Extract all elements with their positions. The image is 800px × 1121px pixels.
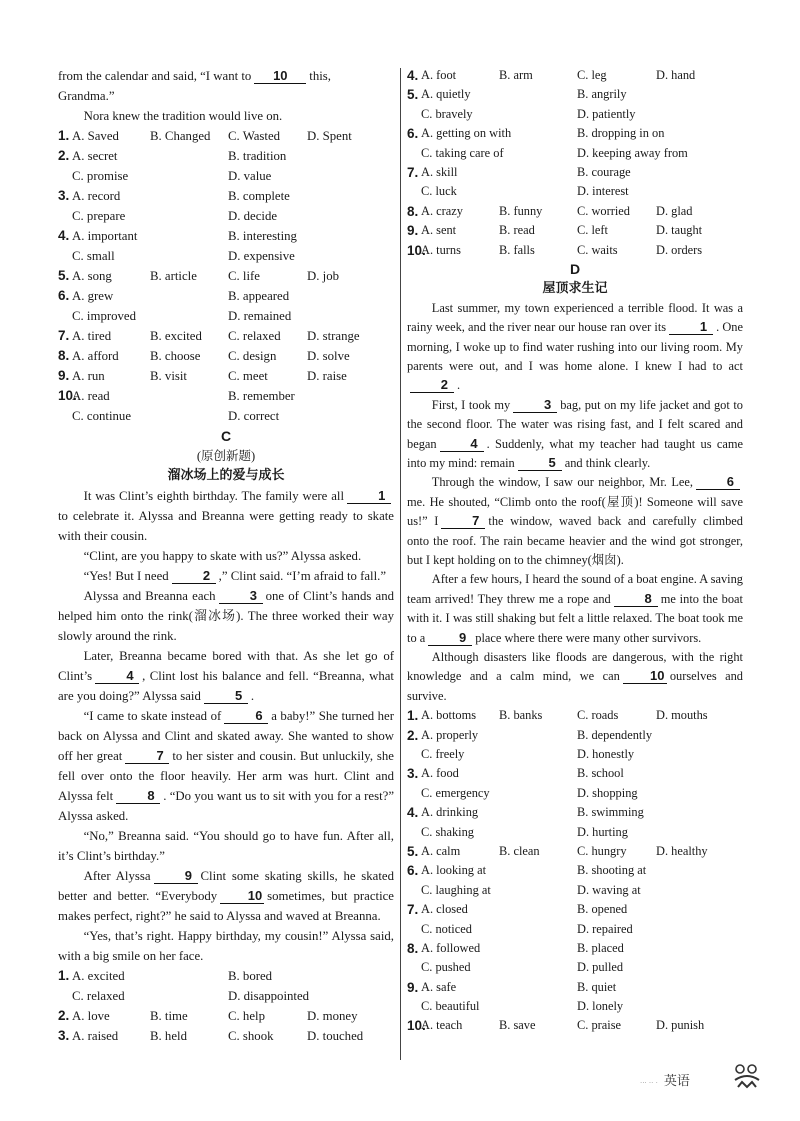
option-c[interactable]: C. pushed xyxy=(421,960,471,975)
option-c[interactable]: C. laughing at xyxy=(421,882,491,897)
option-row xyxy=(407,900,743,919)
option-row xyxy=(58,1026,394,1046)
option-b[interactable]: B. funny xyxy=(499,203,543,218)
option-row xyxy=(58,966,394,986)
option-c[interactable]: C. life xyxy=(228,269,260,283)
c-paragraph-7: “No,” Breanna said. “You should go to have fun. After all, it’s Clint’s birthday.” xyxy=(58,829,394,863)
d-paragraph-2 xyxy=(407,396,743,474)
question-number: 3. xyxy=(58,1028,70,1043)
option-row xyxy=(58,186,394,206)
option-a[interactable]: A. closed xyxy=(421,902,468,917)
option-c[interactable]: C. relaxed xyxy=(72,989,125,1003)
option-b[interactable]: B. banks xyxy=(499,708,543,723)
c-paragraph-5 xyxy=(58,646,394,706)
option-b[interactable]: B. Changed xyxy=(150,129,211,143)
option-a[interactable]: A. song xyxy=(72,269,112,283)
option-b[interactable]: B. bored xyxy=(228,969,273,983)
option-row xyxy=(407,764,743,783)
option-row xyxy=(407,997,743,1016)
option-row xyxy=(58,346,394,366)
text: , Clint lost his balance and fell. “Breanna, what are you doing?” Alyssa said xyxy=(58,669,394,703)
option-row xyxy=(407,823,743,842)
option-d[interactable]: D. Spent xyxy=(307,129,352,143)
option-d[interactable]: D. strange xyxy=(307,329,360,343)
text: one of Clint’s hands and helped him onto the rink(溜冰场). The three worked their way slowly around the rink. xyxy=(58,589,395,643)
left-column xyxy=(58,66,394,1046)
option-row xyxy=(58,306,394,326)
c-paragraph-8 xyxy=(58,866,394,926)
option-c[interactable]: C. small xyxy=(72,249,115,263)
footer xyxy=(640,1070,690,1089)
text: After a few hours, I heard the sound of a boat engine. A saving team arrived! They threw me a rope and xyxy=(407,572,743,606)
text: “Yes! But I need xyxy=(83,569,169,583)
question-number: 10. xyxy=(407,242,426,258)
text: . xyxy=(457,378,461,393)
option-a[interactable]: A. crazy xyxy=(421,203,463,218)
blank-7[interactable]: 7 xyxy=(125,748,169,764)
text: to celebrate it. Alyssa and Breanna were getting ready to skate with their cousin. xyxy=(58,509,394,543)
passage-b-ending xyxy=(58,66,394,106)
c-paragraph-9: “Yes, that’s right. Happy birthday, my cousin!” Alyssa said, with a big smile on her face. xyxy=(58,929,394,963)
text: Later, Breanna became bored with that. As she let go of Clint’s xyxy=(58,649,394,683)
text: place where there were many other survivors. xyxy=(475,630,702,645)
option-d[interactable]: D. taught xyxy=(656,223,703,238)
option-b[interactable]: B. clean xyxy=(499,843,540,858)
option-b[interactable]: B. falls xyxy=(499,242,535,257)
option-row xyxy=(407,745,743,764)
option-d[interactable]: D. honestly xyxy=(577,747,635,761)
option-row xyxy=(407,803,743,822)
blank-10[interactable]: 10 xyxy=(220,888,264,904)
option-a[interactable]: A. quietly xyxy=(421,87,471,102)
option-c[interactable]: C. leg xyxy=(577,68,607,82)
option-d[interactable]: D. shopping xyxy=(577,785,638,800)
option-row xyxy=(407,842,743,861)
text: Alyssa and Breanna each xyxy=(83,589,216,603)
option-c[interactable]: C. luck xyxy=(421,184,457,199)
question-number: 5. xyxy=(407,87,419,103)
option-c[interactable]: C. freely xyxy=(421,747,465,761)
option-b[interactable]: B. remember xyxy=(228,389,295,403)
c-paragraph-6 xyxy=(58,706,394,826)
question-number: 2. xyxy=(407,727,419,743)
option-c[interactable]: C. help xyxy=(228,1009,265,1023)
option-b[interactable]: B. visit xyxy=(150,369,187,383)
option-row xyxy=(58,166,394,186)
option-b[interactable]: B. placed xyxy=(577,940,624,955)
option-row xyxy=(407,202,743,221)
option-a[interactable]: A. properly xyxy=(421,727,479,742)
option-b[interactable]: B. time xyxy=(150,1009,188,1023)
question-number: 7. xyxy=(407,164,419,180)
option-row xyxy=(407,221,743,240)
text: Although disasters like floods are dangerous, with the right knowledge and a calm mind, we can xyxy=(407,650,743,684)
option-a[interactable]: A. safe xyxy=(421,979,457,994)
option-b[interactable]: B. article xyxy=(150,269,197,283)
option-d[interactable]: D. disappointed xyxy=(228,989,310,1003)
option-b[interactable]: B. opened xyxy=(577,902,628,917)
option-row xyxy=(58,226,394,246)
blank-4[interactable]: 4 xyxy=(440,436,484,452)
option-row xyxy=(407,1016,743,1035)
option-b[interactable]: B. choose xyxy=(150,349,201,363)
option-d[interactable]: D. expensive xyxy=(228,249,295,263)
option-a[interactable]: A. secret xyxy=(72,149,118,163)
option-row xyxy=(407,978,743,997)
section-b-options xyxy=(58,126,394,426)
option-row xyxy=(407,105,743,124)
option-b[interactable]: B. shooting at xyxy=(577,863,647,878)
option-row xyxy=(407,861,743,880)
question-number: 9. xyxy=(407,223,419,239)
question-number: 8. xyxy=(407,940,419,956)
option-row xyxy=(58,286,394,306)
question-number: 1. xyxy=(58,968,70,983)
blank-4[interactable]: 4 xyxy=(95,668,139,684)
option-row xyxy=(407,726,743,745)
option-a[interactable]: A. read xyxy=(72,389,110,403)
option-a[interactable]: A. excited xyxy=(72,969,125,983)
option-d[interactable]: D. orders xyxy=(656,242,703,257)
option-d[interactable]: D. glad xyxy=(656,203,693,218)
option-c[interactable]: C. shaking xyxy=(421,824,475,839)
option-row xyxy=(407,706,743,725)
question-number: 9. xyxy=(407,979,419,995)
option-c[interactable]: C. meet xyxy=(228,369,268,383)
option-a[interactable]: A. record xyxy=(72,189,121,203)
option-c[interactable]: C. design xyxy=(228,349,277,363)
option-row xyxy=(58,206,394,226)
question-number: 7. xyxy=(407,902,419,918)
option-b[interactable]: B. courage xyxy=(577,164,631,179)
option-a[interactable]: A. Saved xyxy=(72,129,119,143)
option-b[interactable]: B. interesting xyxy=(228,229,297,243)
blank-1[interactable]: 1 xyxy=(347,488,391,504)
option-b[interactable]: B. complete xyxy=(228,189,290,203)
option-a[interactable]: A. afford xyxy=(72,349,119,363)
section-c-options-part2 xyxy=(407,66,743,260)
option-b[interactable]: B. appeared xyxy=(228,289,290,303)
option-d[interactable]: D. hand xyxy=(656,68,696,82)
text: and think clearly. xyxy=(564,455,651,470)
option-b[interactable]: B. held xyxy=(150,1029,187,1043)
question-number: 8. xyxy=(58,348,70,363)
option-a[interactable]: A. tired xyxy=(72,329,112,343)
text: me into the boat with it. I was still shaking but felt a little relaxed. The boat took me to a xyxy=(407,591,743,645)
option-d[interactable]: D. remained xyxy=(228,309,292,323)
blank-7[interactable]: 7 xyxy=(441,513,485,529)
option-d[interactable]: D. keeping away from xyxy=(577,145,688,160)
option-row xyxy=(58,266,394,286)
option-row xyxy=(58,406,394,426)
option-c[interactable]: C. taking care of xyxy=(421,145,504,160)
option-b[interactable]: B. arm xyxy=(499,68,533,82)
text: Grandma.” xyxy=(58,89,115,103)
text: Clint some skating skills, he skated better and better. “Everybody xyxy=(58,869,395,903)
option-row xyxy=(407,124,743,143)
section-d-label: D xyxy=(569,260,581,277)
option-c[interactable]: C. waits xyxy=(577,242,618,257)
option-a[interactable]: A. foot xyxy=(421,68,457,82)
option-b[interactable]: B. tradition xyxy=(228,149,287,163)
option-c[interactable]: C. prepare xyxy=(72,209,126,223)
section-c-source: (原创新题) xyxy=(196,449,256,463)
option-a[interactable]: A. love xyxy=(72,1009,110,1023)
option-d[interactable]: D. job xyxy=(307,269,339,283)
option-a[interactable]: A. food xyxy=(421,766,459,781)
option-b[interactable]: B. dependently xyxy=(577,727,653,742)
d-paragraph-3 xyxy=(407,473,743,570)
question-number: 10. xyxy=(407,1018,426,1034)
text: to her sister and cousin. But unluckily, she fell over onto the floor heavily. Her arm was hurt. Clint and Alyssa felt xyxy=(58,749,394,803)
option-row xyxy=(407,920,743,939)
question-number: 4. xyxy=(58,228,70,243)
passage-b-last-line: Nora knew the tradition would live on. xyxy=(83,109,283,123)
text: After Alyssa xyxy=(83,869,151,883)
text: ourselves and survive. xyxy=(407,669,743,703)
option-c[interactable]: C. relaxed xyxy=(228,329,281,343)
text: sometimes, but practice makes perfect, right?” he said to Alyssa and waved at Breanna. xyxy=(58,889,394,923)
c-paragraph-1 xyxy=(58,486,394,546)
option-d[interactable]: D. punish xyxy=(656,1018,705,1033)
option-a[interactable]: A. drinking xyxy=(421,805,479,820)
option-c[interactable]: C. hungry xyxy=(577,843,627,858)
option-row xyxy=(407,939,743,958)
c-paragraph-2: “Clint, are you happy to skate with us?” Alyssa asked. xyxy=(83,549,362,563)
option-d[interactable]: D. lonely xyxy=(577,999,624,1014)
blank-2[interactable]: 2 xyxy=(410,377,454,393)
footer-watermark: ··· ·· · xyxy=(640,1079,658,1087)
text: It was Clint’s eighth birthday. The family were all xyxy=(83,489,344,503)
option-d[interactable]: D. interest xyxy=(577,184,629,199)
text: this, xyxy=(309,69,331,83)
option-d[interactable]: D. decide xyxy=(228,209,278,223)
option-a[interactable]: A. bottoms xyxy=(421,708,477,723)
option-c[interactable]: C. beautiful xyxy=(421,999,480,1014)
blank-3[interactable]: 3 xyxy=(219,588,263,604)
option-row xyxy=(407,85,743,104)
option-row xyxy=(58,126,394,146)
option-a[interactable]: A. sent xyxy=(421,223,457,238)
option-a[interactable]: A. grew xyxy=(72,289,114,303)
text: bag, put on my life jacket and got to the second floor. The water was rising fast, and I felt scared and began xyxy=(407,397,743,451)
option-c[interactable]: C. shook xyxy=(228,1029,274,1043)
option-row xyxy=(407,163,743,182)
option-d[interactable]: D. pulled xyxy=(577,960,624,975)
text: . Suddenly, what my teacher had taught us came into my mind: remain xyxy=(407,436,743,470)
option-b[interactable]: B. quiet xyxy=(577,979,617,994)
blank-2[interactable]: 2 xyxy=(172,568,216,584)
question-number: 6. xyxy=(58,288,70,303)
option-d[interactable]: D. patiently xyxy=(577,106,636,121)
option-row xyxy=(58,366,394,386)
question-number: 2. xyxy=(58,1008,70,1023)
blank-8[interactable]: 8 xyxy=(116,788,160,804)
option-row xyxy=(407,784,743,803)
text: the window, waved back and carefully climbed onto the roof. The rain became heavier and the wind got stronger, but I kept holding on to the chimney(烟囱). xyxy=(407,514,743,567)
question-number: 1. xyxy=(58,128,70,143)
option-d[interactable]: D. correct xyxy=(228,409,280,423)
option-b[interactable]: B. school xyxy=(577,766,624,781)
option-c[interactable]: C. left xyxy=(577,223,608,238)
question-number: 5. xyxy=(407,843,419,859)
option-row xyxy=(407,241,743,260)
option-d[interactable]: D. hurting xyxy=(577,824,628,839)
text: Through the window, I saw our neighbor, Mr. Lee, xyxy=(431,475,693,490)
option-row xyxy=(407,66,743,85)
blank-10[interactable]: 10 xyxy=(254,68,306,84)
option-row xyxy=(407,182,743,201)
option-d[interactable]: D. repaired xyxy=(577,921,633,936)
text: ,” Clint said. “I’m afraid to fall.” xyxy=(218,569,387,583)
publisher-logo-icon xyxy=(730,1060,764,1094)
option-b[interactable]: B. excited xyxy=(150,329,202,343)
text: from the calendar and said, “I want to xyxy=(58,69,252,83)
option-c[interactable]: C. continue xyxy=(72,409,131,423)
option-d[interactable]: D. mouths xyxy=(656,708,708,723)
text: . “Do you want us to sit with you for a rest?” Alyssa asked. xyxy=(58,789,394,823)
c-paragraph-4 xyxy=(58,586,394,646)
text: First, I took my xyxy=(431,397,511,412)
question-number: 6. xyxy=(407,863,419,879)
option-c[interactable]: C. bravely xyxy=(421,106,473,121)
option-d[interactable]: D. healthy xyxy=(656,843,708,858)
blank-1[interactable]: 1 xyxy=(669,319,713,335)
option-d[interactable]: D. waving at xyxy=(577,882,641,897)
blank-10[interactable]: 10 xyxy=(623,668,667,684)
footer-subject: 英语 xyxy=(663,1074,690,1089)
question-number: 8. xyxy=(407,203,419,219)
section-c-options-part1 xyxy=(58,966,394,1046)
question-number: 3. xyxy=(407,766,419,782)
option-c[interactable]: C. praise xyxy=(577,1018,622,1033)
option-d[interactable]: D. solve xyxy=(307,349,350,363)
question-number: 1. xyxy=(407,708,419,724)
option-b[interactable]: B. save xyxy=(499,1018,536,1033)
option-a[interactable]: A. looking at xyxy=(421,863,487,878)
option-c[interactable]: C. improved xyxy=(72,309,136,323)
option-a[interactable]: A. skill xyxy=(421,164,458,179)
d-paragraph-5 xyxy=(407,648,743,706)
text: . xyxy=(250,689,255,703)
text: me. He shouted, “Climb onto the roof(屋顶)! Someone will save us!” I xyxy=(407,494,743,529)
section-c-label: C xyxy=(220,428,232,444)
option-row xyxy=(58,1006,394,1026)
blank-3[interactable]: 3 xyxy=(513,397,557,413)
right-column xyxy=(407,66,743,1036)
option-a[interactable]: A. raised xyxy=(72,1029,119,1043)
blank-5[interactable]: 5 xyxy=(518,455,562,471)
question-number: 6. xyxy=(407,126,419,142)
text: “I came to skate instead of xyxy=(83,709,222,723)
option-row xyxy=(407,144,743,163)
option-c[interactable]: C. noticed xyxy=(421,921,472,936)
option-c[interactable]: C. roads xyxy=(577,708,619,723)
option-a[interactable]: A. getting on with xyxy=(421,126,512,141)
option-c[interactable]: C. Wasted xyxy=(228,129,281,143)
question-number: 7. xyxy=(58,328,70,343)
option-d[interactable]: D. value xyxy=(228,169,272,183)
blank-9[interactable]: 9 xyxy=(428,630,472,646)
option-b[interactable]: B. dropping in on xyxy=(577,126,665,141)
option-row xyxy=(407,958,743,977)
section-d-title: 屋顶求生记 xyxy=(542,281,608,297)
question-number: 3. xyxy=(58,188,70,203)
question-number: 10. xyxy=(58,388,77,403)
option-a[interactable]: A. followed xyxy=(421,940,481,955)
option-a[interactable]: A. run xyxy=(72,369,105,383)
option-row xyxy=(58,986,394,1006)
question-number: 4. xyxy=(407,805,419,821)
section-d-options xyxy=(407,706,743,1036)
column-divider xyxy=(400,68,401,1060)
option-d[interactable]: D. money xyxy=(307,1009,358,1023)
option-c[interactable]: C. promise xyxy=(72,169,129,183)
option-d[interactable]: D. raise xyxy=(307,369,347,383)
c-paragraph-3 xyxy=(58,566,394,586)
blank-9[interactable]: 9 xyxy=(154,868,198,884)
option-row xyxy=(58,246,394,266)
option-c[interactable]: C. worried xyxy=(577,203,630,218)
blank-6[interactable]: 6 xyxy=(696,474,740,490)
blank-6[interactable]: 6 xyxy=(224,708,268,724)
option-a[interactable]: A. teach xyxy=(421,1018,463,1033)
option-a[interactable]: A. important xyxy=(72,229,138,243)
option-row xyxy=(407,881,743,900)
question-number: 4. xyxy=(407,68,419,83)
question-number: 9. xyxy=(58,368,70,383)
option-row xyxy=(58,146,394,166)
d-paragraph-1 xyxy=(407,299,743,396)
option-row xyxy=(58,326,394,346)
blank-8[interactable]: 8 xyxy=(614,591,658,607)
option-b[interactable]: B. swimming xyxy=(577,805,644,820)
question-number: 5. xyxy=(58,268,70,283)
blank-5[interactable]: 5 xyxy=(204,688,248,704)
text: a baby!” She turned her back on Alyssa and Clint and skated away. She wanted to show off her great xyxy=(58,709,394,763)
option-b[interactable]: B. angrily xyxy=(577,87,627,102)
option-a[interactable]: A. turns xyxy=(421,242,461,257)
option-c[interactable]: C. emergency xyxy=(421,785,490,800)
option-d[interactable]: D. touched xyxy=(307,1029,364,1043)
option-row xyxy=(58,386,394,406)
text: . One morning, I woke up to find water rushing into our living room. My parents were out, and I was home alone. I knew I had to act xyxy=(407,320,743,373)
text: Last summer, my town experienced a terrible flood. It was a rainy week, and the river near our house ran over its xyxy=(407,300,743,335)
d-paragraph-4 xyxy=(407,570,743,648)
option-b[interactable]: B. read xyxy=(499,223,535,238)
option-a[interactable]: A. calm xyxy=(421,843,461,858)
question-number: 2. xyxy=(58,148,70,163)
section-c-title: 溜冰场上的爱与成长 xyxy=(167,468,285,483)
